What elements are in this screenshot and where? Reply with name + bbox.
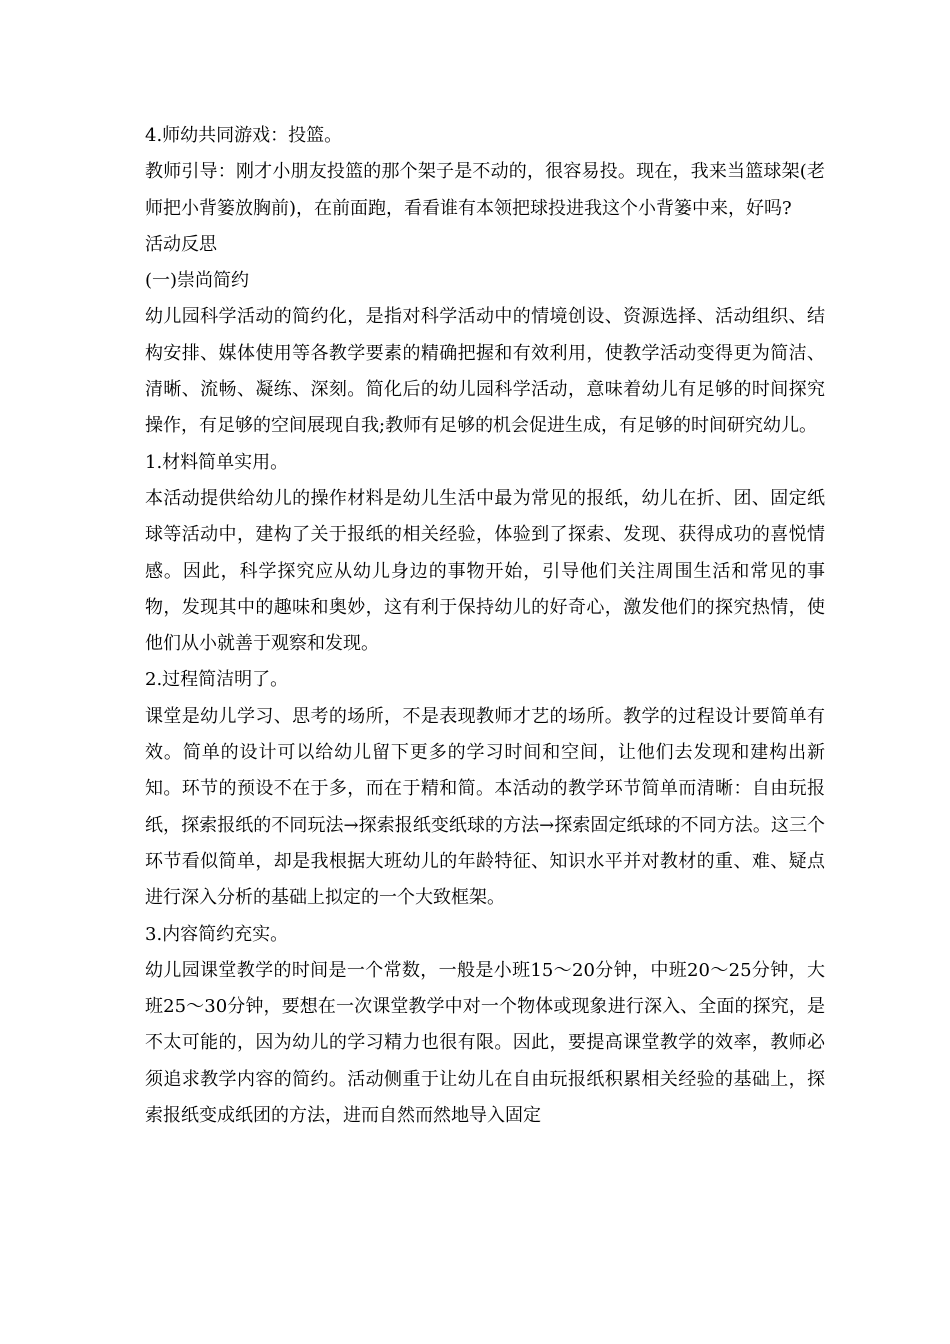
body-paragraph: 幼儿园课堂教学的时间是一个常数，一般是小班15～20分钟，中班20～25分钟，大班25～30分钟，要想在一次课堂教学中对一个物体或现象进行深入、全面的探究，是不太可能的，因为幼儿的学习精力也很有限。因此，要提高课堂教学的效率，教师必须追求教学内容的简约。活动侧重于让幼儿在自由玩报纸积累相关经验的基础上，探索报纸变成纸团的方法，进而自然而然地导入固定 xyxy=(145,959,825,1127)
body-paragraph: 本活动提供给幼儿的操作材料是幼儿生活中最为常见的报纸，幼儿在折、团、固定纸球等活动中，建构了关于报纸的相关经验，体验到了探索、发现、获得成功的喜悦情感。因此，科学探究应从幼儿身边的事物开始，引导他们关注周围生活和常见的事物，发现其中的趣味和奥妙，这有利于保持幼儿的好奇心，激发他们的探究热情，使他们从小就善于观察和发现。 xyxy=(145,487,825,655)
section-heading: 4.师幼共同游戏：投篮。 xyxy=(145,125,343,146)
section-heading: 活动反思 xyxy=(145,233,217,255)
body-paragraph: 幼儿园科学活动的简约化，是指对科学活动中的情境创设、资源选择、活动组织、结构安排、媒体使用等各教学要素的精确把握和有效利用，使教学活动变得更为简洁、清晰、流畅、凝练、深刻。简化后的幼儿园科学活动，意味着幼儿有足够的时间探究操作，有足够的空间展现自我;教师有足够的机会促进生成，有足够的时间研究幼儿。 xyxy=(145,306,825,437)
section-heading: 2.过程简洁明了。 xyxy=(145,669,289,691)
section-heading: 3.内容简约充实。 xyxy=(145,923,289,945)
body-paragraph: 教师引导：刚才小朋友投篮的那个架子是不动的，很容易投。现在，我来当篮球架(老师把小背篓放胸前)，在前面跑，看看谁有本领把球投进我这个小背篓中来，好吗? xyxy=(145,161,825,219)
body-paragraph: 课堂是幼儿学习、思考的场所，不是表现教师才艺的场所。教学的过程设计要简单有效。简单的设计可以给幼儿留下更多的学习时间和空间，让他们去发现和建构出新知。环节的预设不在于多，而在于精和简。本活动的教学环节简单而清晰：自由玩报纸，探索报纸的不同玩法→探索报纸变纸球的方法→探索固定纸球的不同方法。这三个环节看似简单，却是我根据大班幼儿的年龄特征、知识水平并对教材的重、难、疑点进行深入分析的基础上拟定的一个大致框架。 xyxy=(145,705,825,909)
section-heading: (一)崇尚简约 xyxy=(145,270,250,292)
document-body xyxy=(145,118,825,1134)
section-heading: 1.材料简单实用。 xyxy=(145,451,289,473)
